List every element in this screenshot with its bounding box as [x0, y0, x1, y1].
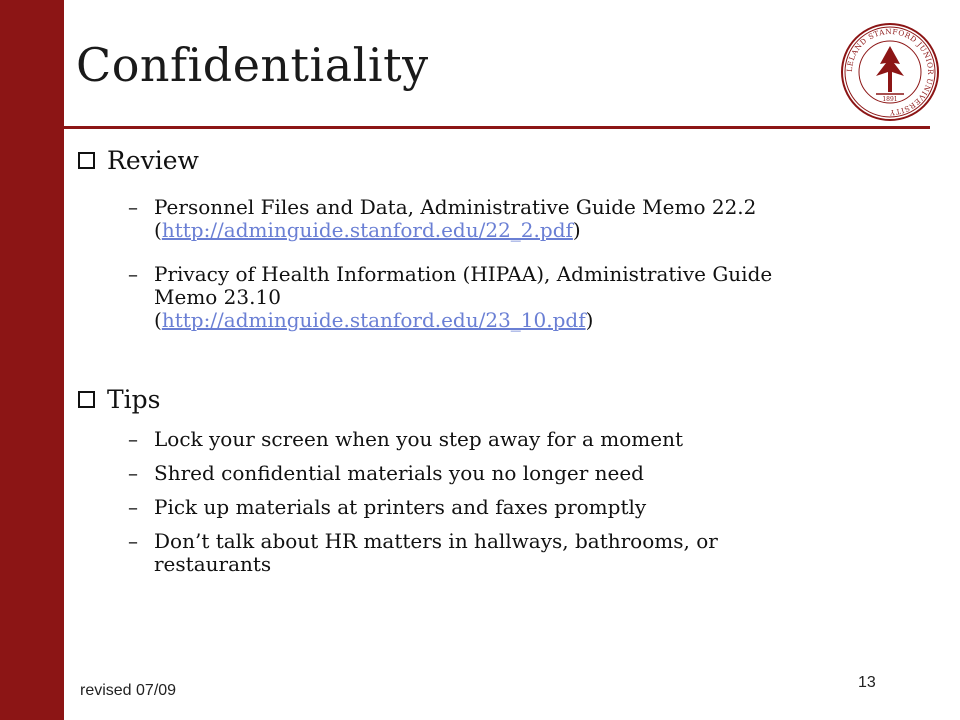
checkbox-bullet-icon — [78, 152, 95, 169]
item-text: Shred confidential materials you no longer need — [154, 461, 644, 485]
title-divider — [64, 126, 930, 129]
seal-arc-text: LELAND STANFORD JUNIOR UNIVERSITY — [844, 26, 936, 118]
section-heading-tips — [78, 385, 161, 414]
item-text: Don’t talk about HR matters in hallways, bathrooms, or restaurants — [154, 529, 718, 576]
page-number: 13 — [858, 674, 876, 691]
dash-bullet: – — [128, 529, 138, 553]
item-text: Privacy of Health Information (HIPAA), Administrative Guide Memo 23.10 — [154, 262, 773, 309]
stanford-seal-logo — [840, 22, 940, 122]
item-text: Pick up materials at printers and faxes promptly — [154, 495, 647, 519]
admin-guide-22-2-link[interactable]: http://adminguide.stanford.edu/22_2.pdf — [161, 218, 573, 242]
section-heading-label: Review — [107, 146, 199, 175]
dash-bullet: – — [128, 427, 138, 451]
list-item — [128, 496, 858, 519]
checkbox-bullet-icon — [78, 391, 95, 408]
seal-year: 1891 — [882, 96, 898, 103]
admin-guide-23-10-link[interactable]: http://adminguide.stanford.edu/23_10.pdf — [161, 308, 586, 332]
item-text: Personnel Files and Data, Administrative Guide Memo 22.2 — [154, 195, 757, 219]
list-item — [128, 428, 858, 451]
dash-bullet: – — [128, 495, 138, 519]
dash-bullet: – — [128, 461, 138, 485]
item-text: Lock your screen when you step away for a moment — [154, 427, 684, 451]
list-item — [128, 530, 858, 576]
list-item: – Personnel Files and Data, Administrative Guide Memo 22.2 (http://adminguide.stanford.edu/22_2.pdf) — [128, 195, 757, 242]
dash-bullet: – — [128, 195, 138, 219]
slide-title: Confidentiality — [76, 38, 429, 92]
dash-bullet: – — [128, 262, 138, 286]
revision-footer: revised 07/09 — [80, 682, 177, 699]
section-heading-label: Tips — [107, 385, 161, 414]
section-heading-review — [78, 146, 199, 175]
left-accent-bar — [0, 0, 64, 720]
list-item — [128, 462, 858, 485]
list-item: – Privacy of Health Information (HIPAA), Administrative Guide Memo 23.10 (http://adminguide.stanford.edu/23_10.pdf) — [128, 262, 773, 332]
